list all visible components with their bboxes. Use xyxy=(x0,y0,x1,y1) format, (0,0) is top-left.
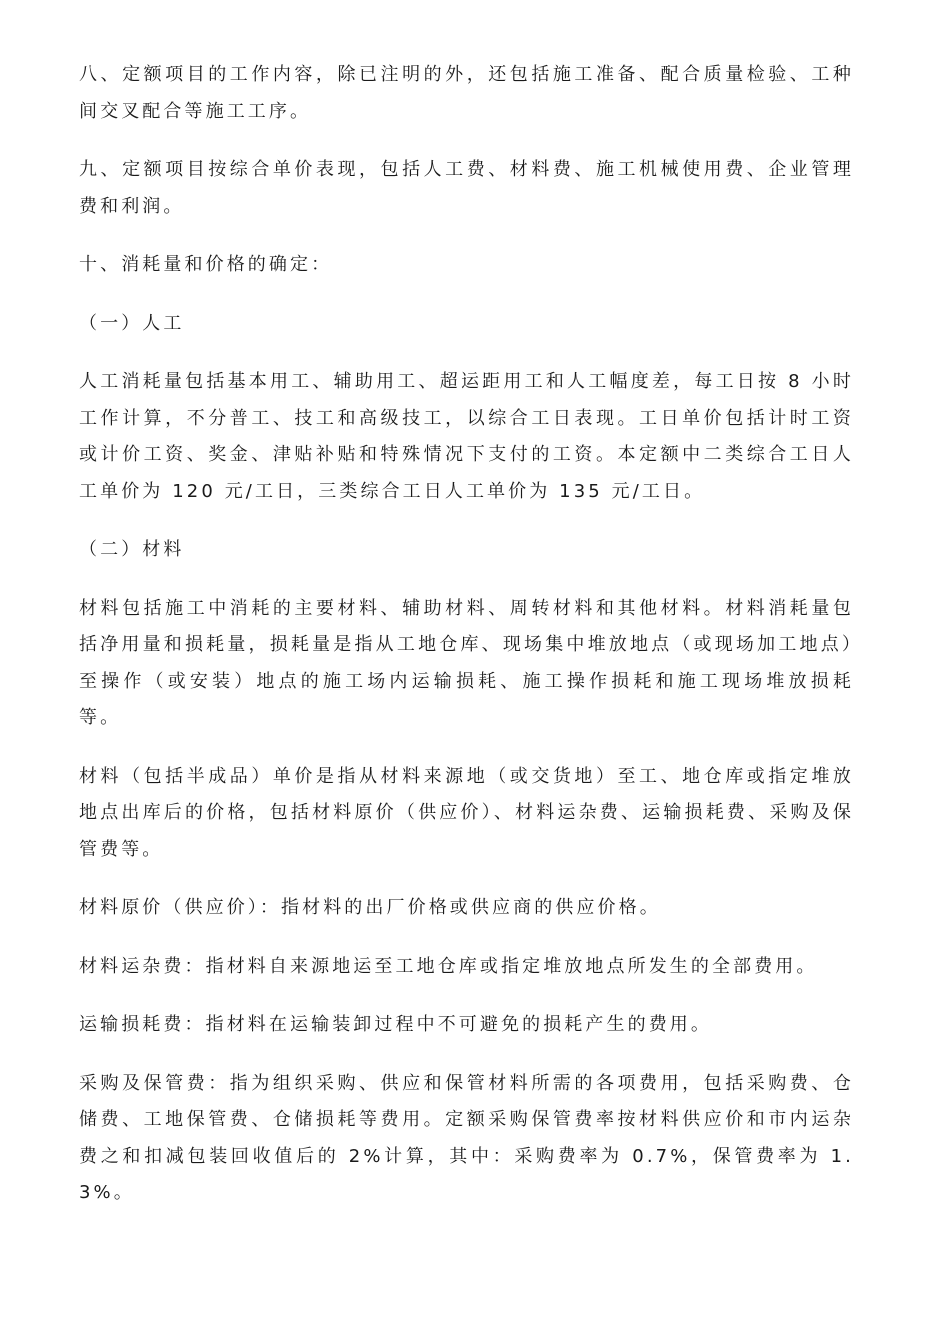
paragraph-gap xyxy=(79,342,854,364)
paragraph-materials: 材料包括施工中消耗的主要材料、辅助材料、周转材料和其他材料。材料消耗量包括净用量和损耗量，损耗量是指从工地仓库、现场集中堆放地点（或现场加工地点）至操作（或安装）地点的施工场内运输损耗、施工操作损耗和施工现场堆放损耗等。 xyxy=(79,597,854,728)
paragraph-procurement: 采购及保管费：指为组织采购、供应和保管材料所需的各项费用，包括采购费、仓储费、工地保管费、仓储损耗等费用。定额采购保管费率按材料供应价和市内运杂费之和扣减包装回收值后的 2%计算，其中：采购费率为 0.7%，保管费率为 1.3%。 xyxy=(79,1072,854,1203)
paragraph-gap xyxy=(79,284,854,306)
paragraph-gap xyxy=(79,868,854,890)
paragraph-transport-loss: 运输损耗费：指材料在运输装卸过程中不可避免的损耗产生的费用。 xyxy=(79,1014,712,1035)
paragraph-material-price: 材料（包括半成品）单价是指从材料来源地（或交货地）至工、地仓库或指定堆放地点出库后的价格，包括材料原价（供应价）、材料运杂费、运输损耗费、采购及保管费等。 xyxy=(79,765,854,860)
paragraph-labor: 人工消耗量包括基本用工、辅助用工、超运距用工和人工幅度差，每工日按 8 小时工作计算，不分普工、技工和高级技工，以综合工日表现。工日单价包括计时工资或计价工资、奖金、津贴补贴和特殊情况下支付的工资。本定额中二类综合工日人工单价为 120 元/工日，三类综合工日人工单价为 135 元/工日。 xyxy=(79,371,854,502)
subheading-materials: （二）材料 xyxy=(79,539,185,560)
paragraph-gap xyxy=(79,569,854,591)
paragraph-gap xyxy=(79,985,854,1007)
document-page xyxy=(79,57,854,1212)
paragraph-freight: 材料运杂费：指材料自来源地运至工地仓库或指定堆放地点所发生的全部费用。 xyxy=(79,955,818,977)
paragraph-work-content: 八、定额项目的工作内容，除已注明的外，还包括施工准备、配合质量检验、工种间交叉配合等施工工序。 xyxy=(79,64,854,122)
section-heading-consumption: 十、消耗量和价格的确定： xyxy=(79,254,333,275)
paragraph-gap xyxy=(79,225,854,247)
subheading-labor: （一）人工 xyxy=(79,312,185,334)
paragraph-gap xyxy=(79,1044,854,1066)
paragraph-gap xyxy=(79,737,854,759)
paragraph-gap xyxy=(79,130,854,152)
paragraph-gap xyxy=(79,927,854,949)
paragraph-original-price: 材料原价（供应价）：指材料的出厂价格或供应商的供应价格。 xyxy=(79,897,661,918)
paragraph-gap xyxy=(79,510,854,532)
paragraph-unit-price: 九、定额项目按综合单价表现，包括人工费、材料费、施工机械使用费、企业管理费和利润。 xyxy=(79,159,854,217)
